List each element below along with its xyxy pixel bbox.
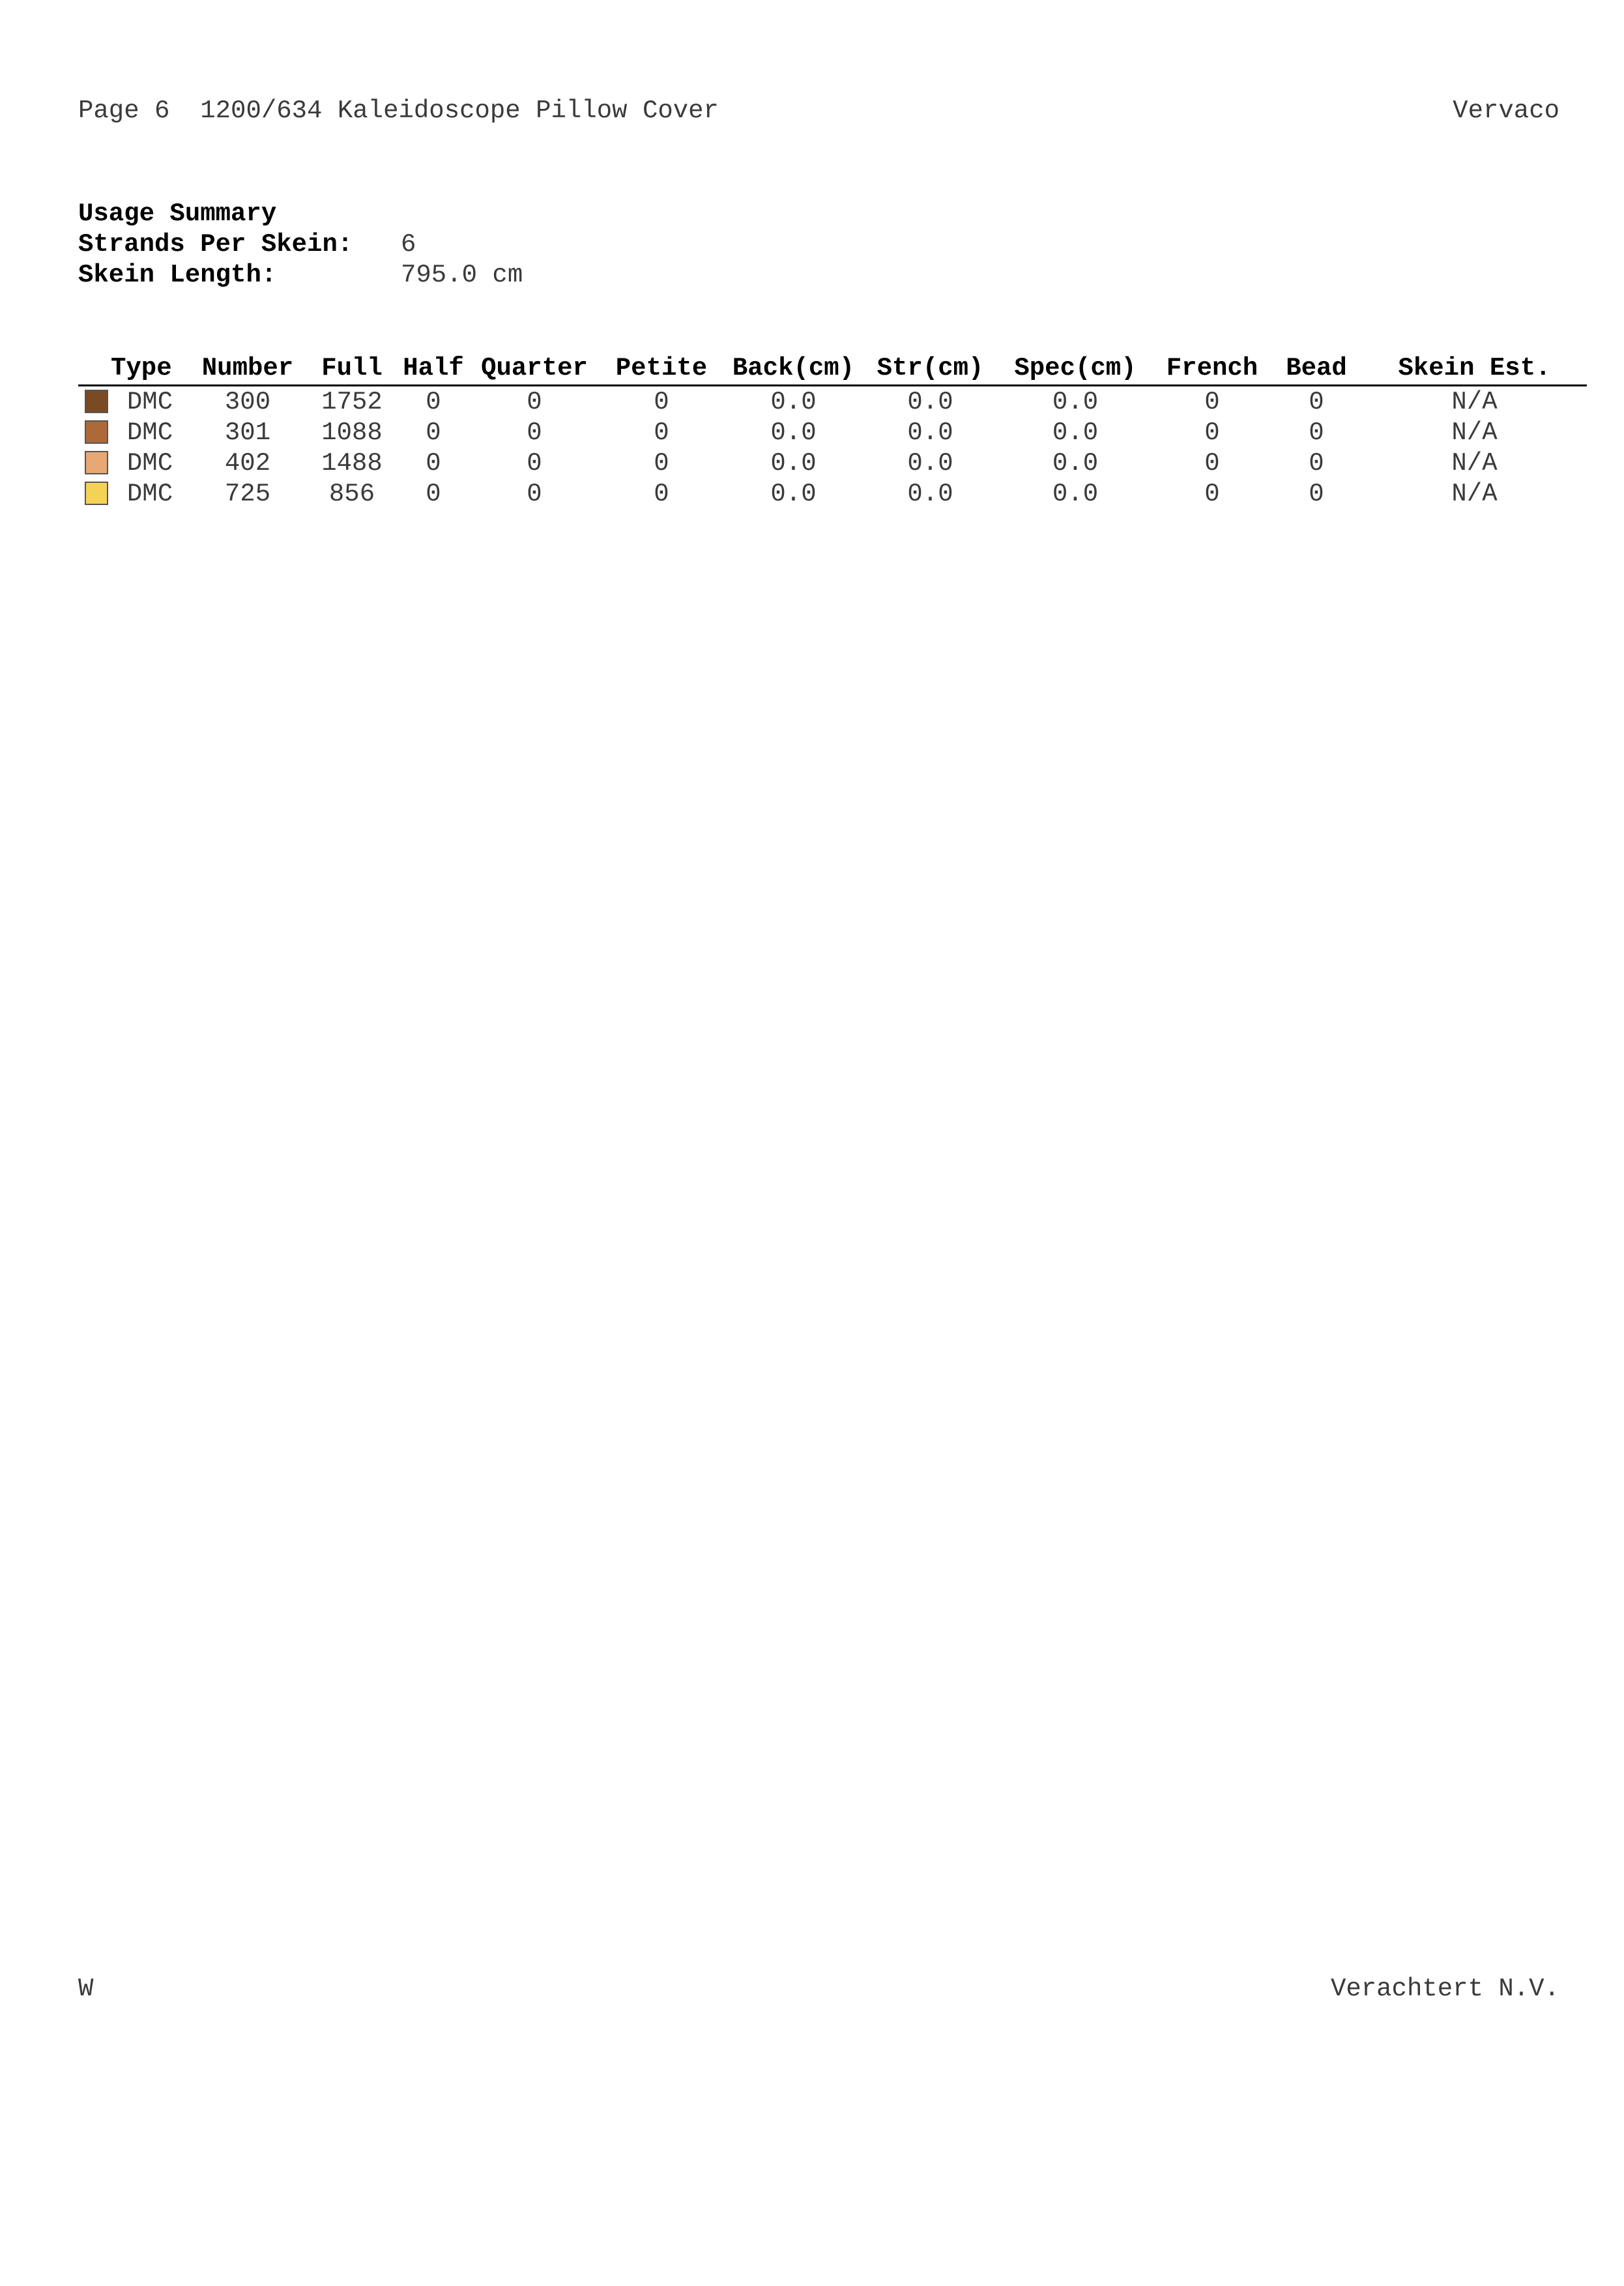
color-swatch (85, 420, 108, 444)
table-row (78, 448, 1587, 478)
header-petite: Petite (600, 352, 723, 386)
cell-bead: 0 (1309, 479, 1324, 508)
cell-half: 0 (426, 418, 441, 447)
cell-skein: N/A (1451, 418, 1498, 447)
cell-type: DMC (126, 418, 173, 447)
table-row (78, 417, 1587, 448)
cell-number: 301 (224, 418, 271, 447)
cell-type: DMC (126, 479, 173, 508)
cell-french: 0 (1204, 479, 1220, 508)
usage-summary-title: Usage Summary (78, 199, 277, 228)
cell-petite: 0 (654, 448, 669, 478)
cell-number: 300 (224, 387, 271, 416)
cell-str: 0.0 (907, 479, 953, 508)
skein-length-label: Skein Length: (78, 261, 277, 289)
cell-spec: 0.0 (1052, 479, 1099, 508)
cell-str: 0.0 (907, 387, 953, 416)
header-skein-est: Skein Est. (1362, 352, 1587, 386)
color-swatch (85, 390, 108, 413)
cell-french: 0 (1204, 387, 1220, 416)
cell-full: 1488 (321, 448, 383, 478)
cell-bead: 0 (1309, 387, 1324, 416)
table-row (78, 478, 1587, 509)
cell-skein: N/A (1451, 448, 1498, 478)
cell-number: 402 (224, 448, 271, 478)
cell-french: 0 (1204, 448, 1220, 478)
cell-quarter: 0 (527, 418, 542, 447)
cell-type: DMC (126, 448, 173, 478)
cell-spec: 0.0 (1052, 387, 1099, 416)
cell-half: 0 (426, 387, 441, 416)
header-str: Str(cm) (863, 352, 997, 386)
header-spec: Spec(cm) (997, 352, 1153, 386)
strands-value: 6 (401, 230, 416, 259)
usage-summary (78, 199, 523, 291)
cell-number: 725 (224, 479, 271, 508)
cell-back: 0.0 (770, 418, 817, 447)
cell-full: 856 (328, 479, 375, 508)
cell-french: 0 (1204, 418, 1220, 447)
usage-table-header (78, 352, 1587, 386)
header-swatch (78, 352, 111, 386)
header-number: Number (189, 352, 306, 386)
table-row (78, 386, 1587, 418)
cell-petite: 0 (654, 479, 669, 508)
color-swatch (85, 451, 108, 474)
header-bead: Bead (1271, 352, 1362, 386)
cell-quarter: 0 (527, 387, 542, 416)
footer-company: Verachtert N.V. (1330, 1975, 1559, 2003)
header-quarter: Quarter (469, 352, 600, 386)
cell-full: 1088 (321, 418, 383, 447)
header-half: Half (398, 352, 469, 386)
cell-skein: N/A (1451, 479, 1498, 508)
cell-skein: N/A (1451, 387, 1498, 416)
cell-back: 0.0 (770, 448, 817, 478)
cell-str: 0.0 (907, 418, 953, 447)
page-header-brand: Vervaco (1453, 96, 1559, 125)
cell-half: 0 (426, 479, 441, 508)
page-header-title: Page 6 1200/634 Kaleidoscope Pillow Cover (78, 96, 719, 125)
cell-type: DMC (126, 387, 173, 416)
cell-half: 0 (426, 448, 441, 478)
cell-petite: 0 (654, 387, 669, 416)
cell-quarter: 0 (527, 479, 542, 508)
header-type: Type (111, 352, 189, 386)
cell-back: 0.0 (770, 479, 817, 508)
header-french: French (1153, 352, 1271, 386)
cell-bead: 0 (1309, 448, 1324, 478)
cell-spec: 0.0 (1052, 418, 1099, 447)
cell-back: 0.0 (770, 387, 817, 416)
color-swatch (85, 482, 108, 505)
cell-bead: 0 (1309, 418, 1324, 447)
cell-petite: 0 (654, 418, 669, 447)
cell-quarter: 0 (527, 448, 542, 478)
cell-str: 0.0 (907, 448, 953, 478)
footer-left-text: W (78, 1975, 94, 2003)
strands-label: Strands Per Skein: (78, 230, 353, 259)
cell-spec: 0.0 (1052, 448, 1099, 478)
cell-full: 1752 (321, 387, 383, 416)
skein-length-value: 795.0 cm (401, 261, 523, 289)
header-back: Back(cm) (723, 352, 863, 386)
usage-table (78, 352, 1587, 509)
header-full: Full (306, 352, 398, 386)
